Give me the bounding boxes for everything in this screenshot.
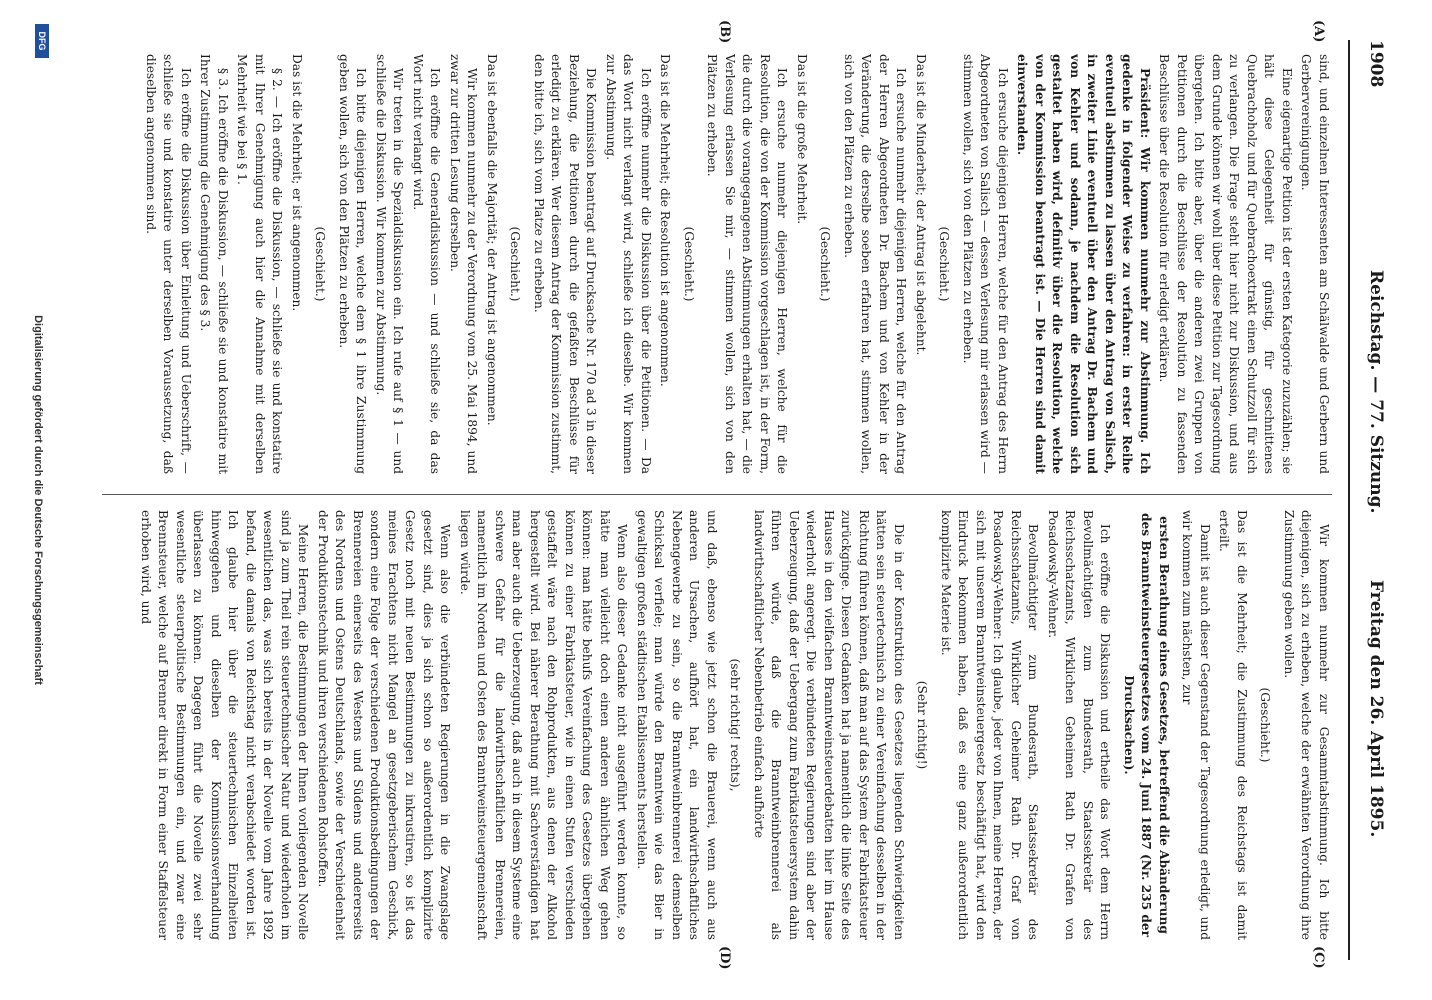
right-paragraph: Meine Herren, die Bestimmungen der Ihnen vorliegenden Novelle sind ja zum Theil rein steuertechnischer Natur und wiederholen im wesentlichen das, was sich bereits in der Novelle vom Jahre 1892 befand, die damals von Reichstag nicht verabschiedet worden ist. Ich glaube hier über die steuertechnischen Einzelheiten hinweggehen und dieselben der Kommissionsverhandlung überlassen zu können. Dagegen führt die Novelle zwei sehr wesentliche steuerpolitische Bestimmungen ein, und zwar eine Brennsteuer, welche auf Brenner direkt in Form einer Staffelsteuer erhoben wird, und — [139, 510, 311, 940]
right-column — [102, 510, 1332, 940]
left-paragraph: Ich ersuche nunmehr diejenigen Herren, welche für den Antrag der Herren Abgeordneten Dr. Bachem und von Kehler in der Veränderung, die derselbe soeben erfahren hat, stimmen wollen, sich von den Plätzen zu erheben. — [842, 54, 909, 474]
left-paragraph: Ich bitte diejenigen Herren, welche dem § 1 ihre Zustimmung geben wollen, sich von den Plätzen zu erheben. — [337, 54, 369, 474]
left-paragraph: Die Kommission beantragt auf Drucksache Nr. 170 ad 3 in dieser Beziehung, die Petitionen durch die gefaßten Beschlüsse für erledigt zu erklären. Wer diesem Antrag der Kommission zustimmt, den bitte ich, sich vom Platze zu erheben. — [532, 54, 599, 474]
stage-direction: (sehr richtig! rechts), — [728, 658, 743, 792]
stage-direction: (Geschieht.) — [313, 226, 328, 302]
left-paragraph: § 2. — Ich eröffne die Diskussion, — schließe sie und konstatire mit Ihrer Genehmigung auch hier die Annahme mit derselben Mehrheit wie bei § 1. — [235, 54, 285, 474]
left-paragraph: § 3. Ich eröffne die Diskussion, — schließe sie und konstatire mit Ihrer Zustimmung die Genehmigung des § 3. — [198, 54, 230, 474]
left-paragraph: Ich ersuche nunmehr diejenigen Herren, welche für die Resolution, die von der Kommission vorgeschlagen ist, in der Form, die durch die vorangegangenen Abstimmungen erhalten hat, — die Verlesung erlassen Sie mir, — stimmen wollen, sich von den Plätzen zu erheben. — [705, 54, 790, 474]
dfg-logo: DFG — [35, 24, 49, 58]
left-paragraph: Ich eröffne die Generaldiskussion — und schließe sie, da das Wort nicht verlangt wird. — [411, 54, 443, 474]
left-paragraph: Das ist ebenfalls die Majorität; der Antrag ist angenommen. — [485, 54, 499, 426]
left-paragraph: Ich ersuche diejenigen Herren, welche für den Antrag des Herrn Abgeordneten von Salisch — dessen Verlesung mir erlassen wird — stimmen wollen, sich von den Plätzen zu erheben. — [961, 54, 1010, 474]
left-paragraph: Ich eröffne die Diskussion über Einleitung und Ueberschrift, — schließe sie und konstatire unter derselben Voraussetzung, daß dieselben angenommen sind. — [144, 54, 193, 474]
stage-direction: (Geschieht.) — [937, 226, 952, 302]
digitization-note: Digitalisierung gefördert durch die Deutsche Forschungsgemeinschaft — [32, 315, 44, 685]
right-paragraph: Damit ist auch dieser Gegenstand der Tagesordnung erledigt, und wir kommen zum nächsten, zur — [1180, 510, 1212, 940]
page-number: 1908 — [1366, 40, 1386, 88]
left-paragraph: Das ist die Mehrheit; er ist angenommen. — [290, 54, 304, 312]
right-paragraph: Wenn also die verbündeten Regierungen in die Zwangslage gesetzt sind, dies ja sich schon so außerordentlich komplizirte Gesetz noch mit neuen Bestimmungen zu inkrustiren, so ist das meines Erachtens nicht Mangel an gesetzgeberischem Geschick, sondern eine Folge der verschiedenen Produktionsbedingungen der Brennereien einerseits des Westens und Südens und andererseits des Nordens und Ostens Deutschlands, sowie der Verschiedenheit der Produktionstechnik und ihren verschiedenen Rohstoffen. — [316, 510, 453, 940]
right-paragraph: Wenn also dieser Gedanke nicht ausgeführt werden konnte, so hätte man vielleicht doch einen anderen ähnlichen Weg gehen können: man hätte behufs Vereinfachung des Gesetzes übergehen können zu einer Fabrikatsteuer, wie in einen Stufen verschieden gestaffelt wäre nach den Rohprodukten, aus denen der Alkohol hergestellt wird. Bei näherer Berathung mit Sachverständigen hat man aber auch die Ueberzeugung, daß auch in diesem Systeme eine schwere Gefahr für die landwirthschaftlichen Brennereien, namentlich im Norden und Osten des Branntweinsteuergemeinschaft liegen würde. — [458, 510, 630, 940]
left-paragraph: Wir kommen nunmehr zu der Verordnung vom 25. Mai 1894, und zwar zur dritten Lesung derselben. — [448, 54, 480, 474]
session-title: Reichstag. — 77. Sitzung. — [1366, 270, 1386, 514]
document-page — [12, 20, 1392, 980]
column-divider — [102, 494, 1332, 495]
right-paragraph: Ich eröffne die Diskussion und ertheile das Wort dem Herrn Bevollmächtigten zum Bundesrath, Staatssekretär des Reichsschatzamts, Wirklichen Geheimen Rath Dr. Grafen von Posadowsky-Wehner. — [1046, 510, 1113, 940]
stage-direction: (Geschieht.) — [818, 226, 833, 302]
left-paragraph: Das ist die Minderheit; der Antrag ist abgelehnt. — [914, 54, 928, 356]
stage-direction: (Sehr richtig!) — [915, 680, 930, 770]
margin-letter-c: (C) — [1311, 946, 1326, 969]
right-paragraph: Wir kommen nunmehr zur Gesammtabstimmung. Ich bitte diejenigen, sich zu erheben, welche der erwähnten Verordnung ihre Zustimmung geben wollen. — [1282, 510, 1331, 940]
left-paragraph: Ich eröffne nunmehr die Diskussion über die Petitionen. — Da das Wort nicht verlangt wird, schließe ich dieselbe. Wir kommen zur Abstimmung. — [604, 54, 653, 474]
digitization-footer — [12, 20, 52, 980]
right-paragraph: und daß, ebenso wie jetzt schon die Brauerei, wenn auch aus anderen Ursachen, aufhört hat, ein landwirthschaftliches Nebengewerbe zu sein, so die Branntweinbrennerei demselben Schicksal verfiele; man würde den Branntwein wie das Bier in gewaltigen großen städtischen Etablissements herstellen. — [635, 510, 719, 940]
agenda-heading: ersten Berathung eines Gesetzes, betreffend die Abänderung des Branntweinsteuergesetzes vom 24. Juni 1887 (Nr. 235 der Drucksachen). — [1122, 512, 1171, 938]
stage-direction: (Geschieht.) — [1258, 687, 1273, 763]
left-paragraph: Wir treten in die Spezialdiskussion ein. Ich rufe auf § 1 — und schließe die Diskussion. Wir kommen zur Abstimmung. — [374, 54, 406, 474]
session-date: Freitag den 26. April 1895. — [1366, 580, 1386, 838]
page-header — [1332, 20, 1392, 980]
left-column — [102, 54, 1332, 474]
left-paragraph: Das ist die Mehrheit; die Resolution ist angenommen. — [658, 54, 673, 387]
stage-direction: (Geschieht.) — [508, 226, 523, 302]
margin-letter-a: (A) — [1311, 20, 1326, 43]
header-rule — [1348, 40, 1350, 960]
margin-letter-d: (D) — [717, 946, 732, 970]
left-paragraph: Das ist die große Mehrheit. — [795, 54, 809, 225]
stage-direction: (Geschieht.) — [682, 226, 696, 302]
left-paragraph: Eine eigenartige Petition ist der ersten Kategorie zuzuzählen; sie hält diese Gelegenheit für günstig, für geschnittenes Quebrachoholz und für Quebrachoextrakt einen Schutzzoll für sich zu verlangen. Die Frage steht hier nicht zur Diskussion, und aus dem Grunde können wir wohl über diese Petition zur Tagesordnung übergehen. Ich bitte aber, über die anderen zwei Gruppen von Petitionen durch die Beschlüsse der Resolution zu fassenden Beschlüsse über die Resolution für erledigt erklären. — [1157, 54, 1294, 474]
right-paragraph: Das ist die Mehrheit; die Zustimmung des Reichstags ist damit erteilt. — [1217, 510, 1249, 940]
president-statement: Präsident: Wir kommen nunmehr zur Abstimmung. Ich gedenke in folgender Weise zu verfahren: in erster Reihe eventuell abstimmen zu lassen über den Antrag von Salisch, in zweiter Linie eventuell über den Antrag Dr. Bachem und von Kehler und sodann, je nachdem die Resolution sich gestaltet haben wird, definitiv über die Resolution, welche von der Kommission beantragt ist. — Die Herren sind damit einverstanden. — [1015, 54, 1152, 474]
left-paragraph: sind, und einzelnen Interessenten am Schälwalde und Gerbern und Gerbervereinigungen. — [1299, 54, 1331, 474]
right-paragraph: Bevollmächtigter zum Bundesrath, Staatssekretär des Reichsschatzamts, Wirklicher Geheimer Rath Dr. Graf von Posadowsky-Wehner: Ich glaube, jeder von Ihnen, meine Herren, der sich mit unserem Branntweinsteuergesetz beschäftigt hat, wird den Eindruck bekommen haben, daß es eine ganz außerordentlich komplizirte Materie ist. — [939, 510, 1041, 940]
right-paragraph: Die in der Konstruktion des Gesetzes liegenden Schwierigkeiten hätten sein steuertechnisch zu einer Vereinfachung desselben in der Richtung führen können, daß man auf das System der Fabrikatsteuer zurückginge. Diesen Gedanken hat ja namentlich die linke Seite des Hauses in den vielfachen Branntweinsteuerdebatten hier im Hause wiederholt angeregt. Die verbündeten Regierungen sind aber der Ueberzeugung, daß der Uebergang zum Fabrikatsteuersystem dahin führen würde, daß die Branntweinbrennerei als landwirthschaftlicher Nebenbetrieb einfach aufhörte — [752, 510, 906, 940]
margin-letter-b: (B) — [717, 20, 732, 44]
